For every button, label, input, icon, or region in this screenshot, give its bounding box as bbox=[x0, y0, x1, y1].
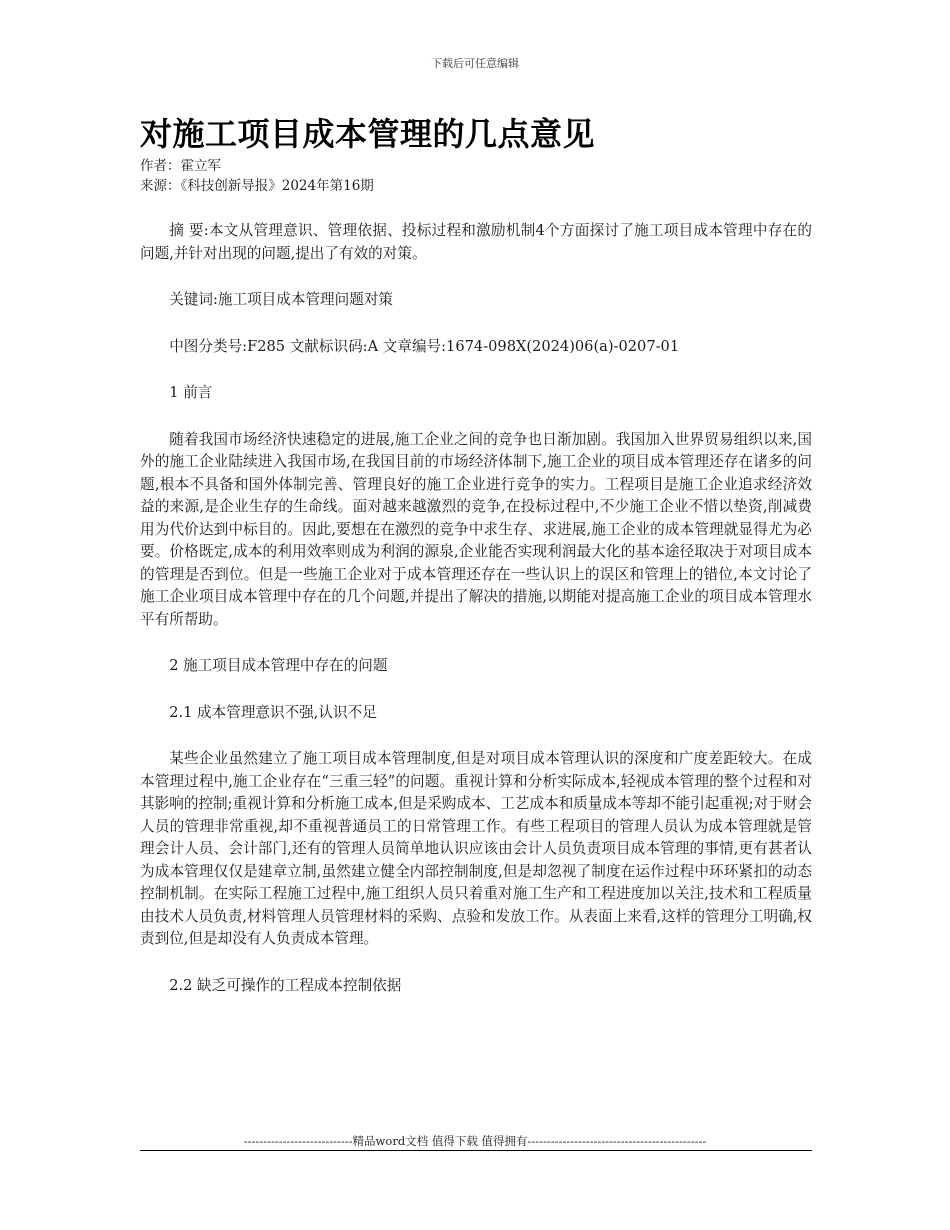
body-paragraph-1: 随着我国市场经济快速稳定的进展,施工企业之间的竞争也日渐加剧。我国加入世界贸易组织以来,国外的施工企业陆续进入我国市场,在我国目前的市场经济体制下,施工企业的项目成本管理还存在诸多的问题,根本不具备和国外体制完善、管理良好的施工企业进行竞争的实力。工程项目是施工企业追求经济效益的来源,是企业生存的生命线。面对越来越激烈的竞争,在投标过程中,不少施工企业不惜以垫资,削减费用为代价达到中标目的。因此,要想在在激烈的竞争中求生存、求进展,施工企业的成本管理就显得尤为必要。价格既定,成本的利用效率则成为利润的源泉,企业能否实现利润最大化的基本途径取决于对项目成本的管理是否到位。但是一些施工企业对于成本管理还存在一些认识上的误区和管理上的错位,本文讨论了施工企业项目成本管理中存在的几个问题,并提出了解决的措施,以期能对提高施工企业的项目成本管理水平有所帮助。 bbox=[140, 430, 812, 628]
document-body bbox=[140, 112, 812, 997]
classification-paragraph: 中图分类号:F285 文献标识码:A 文章编号:1674-098X(2024)06(a)-0207-01 bbox=[169, 337, 680, 355]
source-line: 来源：《科技创新导报》2024年第16期 bbox=[140, 178, 374, 194]
document-title: 对施工项目成本管理的几点意见 bbox=[140, 115, 596, 153]
abstract-paragraph: 摘 要:本文从管理意识、管理依据、投标过程和激励机制4个方面探讨了施工项目成本管理中存在的问题,并针对出现的问题,提出了有效的对策。 bbox=[140, 222, 812, 262]
footer-divider bbox=[140, 1150, 812, 1151]
body-paragraph-2: 某些企业虽然建立了施工项目成本管理制度,但是对项目成本管理认识的深度和广度差距较大。在成本管理过程中,施工企业存在“三重三轻”的问题。重视计算和分析实际成本,轻视成本管理的整个过程和对其影响的控制;重视计算和分析施工成本,但是采购成本、工艺成本和质量成本等却不能引起重视;对于财会人员的管理非常重视,却不重视普通员工的日常管理工作。有些工程项目的管理人员认为成本管理就是管理会计人员、会计部门,还有的管理人员简单地认识应该由会计人员负责项目成本管理的事情,更有甚者认为成本管理仅仅是建章立制,虽然建立健全内部控制制度,但是却忽视了制度在运作过程中环环紧扣的动态控制机制。在实际工程施工过程中,施工组织人员只着重对施工生产和工程进度加以关注,技术和工程质量由技术人员负责,材料管理人员管理材料的采购、点验和发放工作。从表面上来看,这样的管理分工明确,权责到位,但是却没有人负责成本管理。 bbox=[140, 750, 812, 947]
header-note: 下载后可任意编辑 bbox=[431, 57, 519, 70]
section-heading-2: 2 施工项目成本管理中存在的问题 bbox=[169, 657, 388, 674]
footer-text: ----------------------------精品word文档 值得下载 值得拥有---------------------------------------------- bbox=[243, 1134, 707, 1148]
section-heading-1: 1 前言 bbox=[169, 384, 213, 401]
author-line: 作者：霍立军 bbox=[140, 158, 221, 174]
subsection-heading-2-2: 2.2 缺乏可操作的工程成本控制依据 bbox=[169, 976, 402, 994]
subsection-heading-2-1: 2.1 成本管理意识不强,认识不足 bbox=[169, 703, 377, 721]
keywords-paragraph: 关键词:施工项目成本管理问题对策 bbox=[169, 291, 394, 308]
